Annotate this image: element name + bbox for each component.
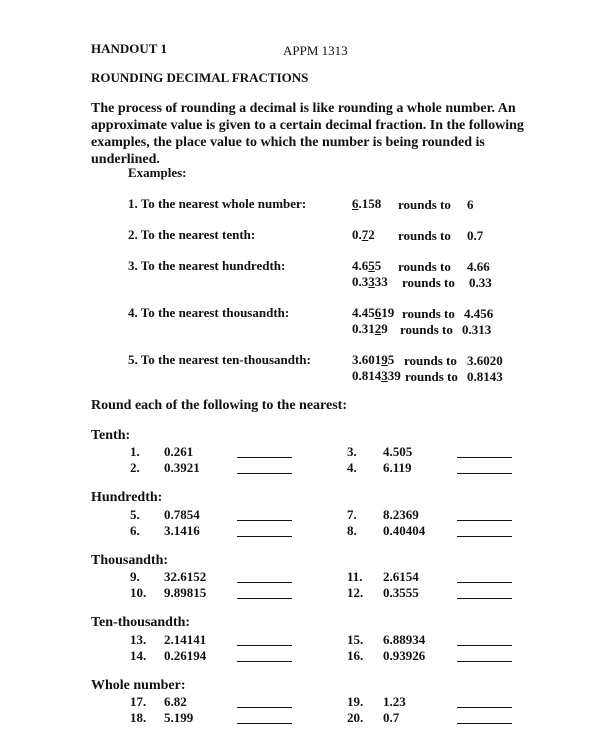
question-value: 9.89815 bbox=[164, 585, 207, 600]
example-label: 5. To the nearest ten-thousandth: bbox=[128, 352, 311, 367]
rounds-to-label: rounds to bbox=[405, 369, 458, 384]
handout-label: HANDOUT 1 bbox=[91, 41, 167, 56]
example-result: 0.313 bbox=[462, 322, 492, 337]
rounds-to-label: rounds to bbox=[398, 259, 451, 274]
question-value: 0.3555 bbox=[383, 585, 419, 600]
answer-blank[interactable] bbox=[457, 723, 512, 724]
answer-blank[interactable] bbox=[237, 707, 292, 708]
example-label: 1. To the nearest whole number: bbox=[128, 196, 307, 211]
rounds-to-label: rounds to bbox=[402, 275, 455, 290]
question-value: 4.505 bbox=[383, 444, 413, 459]
answer-blank[interactable] bbox=[237, 457, 292, 458]
section-title-ten-thousandth: Ten-thousandth: bbox=[91, 615, 191, 630]
answer-blank[interactable] bbox=[237, 520, 292, 521]
answer-blank[interactable] bbox=[457, 536, 512, 537]
example-result: 0.7 bbox=[467, 228, 484, 243]
section-title-whole-number: Whole number: bbox=[91, 678, 186, 693]
question-number: 5. bbox=[130, 507, 140, 522]
question-value: 2.6154 bbox=[383, 569, 419, 584]
example-number: 4.45619 bbox=[352, 305, 395, 320]
intro-paragraph: The process of rounding a decimal is like rounding a whole number. An approximate value is given to a certain decimal fraction. In the following examples, the place value to which the number is being rounded is underlined. bbox=[91, 101, 524, 167]
question-number: 18. bbox=[130, 710, 147, 725]
answer-blank[interactable] bbox=[237, 598, 292, 599]
question-number: 10. bbox=[130, 585, 147, 600]
question-value: 0.261 bbox=[164, 444, 194, 459]
section-title-hundredth: Hundredth: bbox=[91, 490, 163, 505]
answer-blank[interactable] bbox=[457, 661, 512, 662]
question-value: 6.88934 bbox=[383, 632, 426, 647]
question-value: 0.3921 bbox=[164, 460, 200, 475]
question-value: 0.26194 bbox=[164, 648, 207, 663]
example-result: 4.456 bbox=[464, 306, 494, 321]
example-number: 0.814339 bbox=[352, 368, 401, 383]
course-code: APPM 1313 bbox=[283, 43, 348, 58]
answer-blank[interactable] bbox=[457, 473, 512, 474]
answer-blank[interactable] bbox=[457, 520, 512, 521]
question-value: 8.2369 bbox=[383, 507, 419, 522]
example-number: 0.3333 bbox=[352, 274, 388, 289]
question-value: 6.119 bbox=[383, 460, 412, 475]
answer-blank[interactable] bbox=[237, 582, 292, 583]
example-result: 6 bbox=[467, 197, 474, 212]
question-number: 9. bbox=[130, 569, 140, 584]
question-value: 0.7854 bbox=[164, 507, 200, 522]
example-result: 3.6020 bbox=[467, 353, 503, 368]
question-value: 1.23 bbox=[383, 694, 406, 709]
exercise-prompt: Round each of the following to the nearest: bbox=[91, 398, 348, 413]
question-value: 5.199 bbox=[164, 710, 194, 725]
answer-blank[interactable] bbox=[457, 645, 512, 646]
example-number: 0.3129 bbox=[352, 321, 388, 336]
question-value: 6.82 bbox=[164, 694, 187, 709]
section-title-thousandth: Thousandth: bbox=[91, 553, 169, 568]
question-value: 0.7 bbox=[383, 710, 400, 725]
example-label: 4. To the nearest thousandth: bbox=[128, 305, 290, 320]
example-number: 0.72 bbox=[352, 227, 375, 242]
example-label: 3. To the nearest hundredth: bbox=[128, 258, 286, 273]
example-result: 0.8143 bbox=[467, 369, 503, 384]
question-number: 16. bbox=[347, 648, 364, 663]
question-number: 12. bbox=[347, 585, 364, 600]
answer-blank[interactable] bbox=[457, 707, 512, 708]
rounds-to-label: rounds to bbox=[404, 353, 457, 368]
example-result: 4.66 bbox=[467, 259, 490, 274]
examples-label: Examples: bbox=[128, 165, 187, 180]
question-value: 0.93926 bbox=[383, 648, 426, 663]
question-value: 3.1416 bbox=[164, 523, 200, 538]
question-number: 11. bbox=[347, 569, 363, 584]
question-number: 6. bbox=[130, 523, 140, 538]
answer-blank[interactable] bbox=[237, 473, 292, 474]
example-result: 0.33 bbox=[469, 275, 492, 290]
question-number: 13. bbox=[130, 632, 147, 647]
answer-blank[interactable] bbox=[457, 457, 512, 458]
question-value: 0.40404 bbox=[383, 523, 426, 538]
rounds-to-label: rounds to bbox=[400, 322, 453, 337]
example-label: 2. To the nearest tenth: bbox=[128, 227, 256, 242]
question-value: 32.6152 bbox=[164, 569, 207, 584]
question-value: 2.14141 bbox=[164, 632, 207, 647]
section-title-tenth: Tenth: bbox=[91, 428, 131, 443]
answer-blank[interactable] bbox=[457, 598, 512, 599]
question-number: 15. bbox=[347, 632, 364, 647]
question-number: 3. bbox=[347, 444, 357, 459]
question-number: 4. bbox=[347, 460, 357, 475]
answer-blank[interactable] bbox=[237, 661, 292, 662]
answer-blank[interactable] bbox=[237, 536, 292, 537]
question-number: 14. bbox=[130, 648, 147, 663]
question-number: 2. bbox=[130, 460, 140, 475]
rounds-to-label: rounds to bbox=[398, 197, 451, 212]
example-number: 3.60195 bbox=[352, 352, 395, 367]
question-number: 7. bbox=[347, 507, 357, 522]
example-number: 6.158 bbox=[352, 196, 382, 211]
question-number: 20. bbox=[347, 710, 364, 725]
question-number: 8. bbox=[347, 523, 357, 538]
answer-blank[interactable] bbox=[237, 723, 292, 724]
question-number: 1. bbox=[130, 444, 140, 459]
page-title: ROUNDING DECIMAL FRACTIONS bbox=[91, 70, 309, 85]
question-number: 17. bbox=[130, 694, 147, 709]
rounds-to-label: rounds to bbox=[398, 228, 451, 243]
example-number: 4.655 bbox=[352, 258, 382, 273]
answer-blank[interactable] bbox=[237, 645, 292, 646]
question-number: 19. bbox=[347, 694, 364, 709]
rounds-to-label: rounds to bbox=[402, 306, 455, 321]
answer-blank[interactable] bbox=[457, 582, 512, 583]
